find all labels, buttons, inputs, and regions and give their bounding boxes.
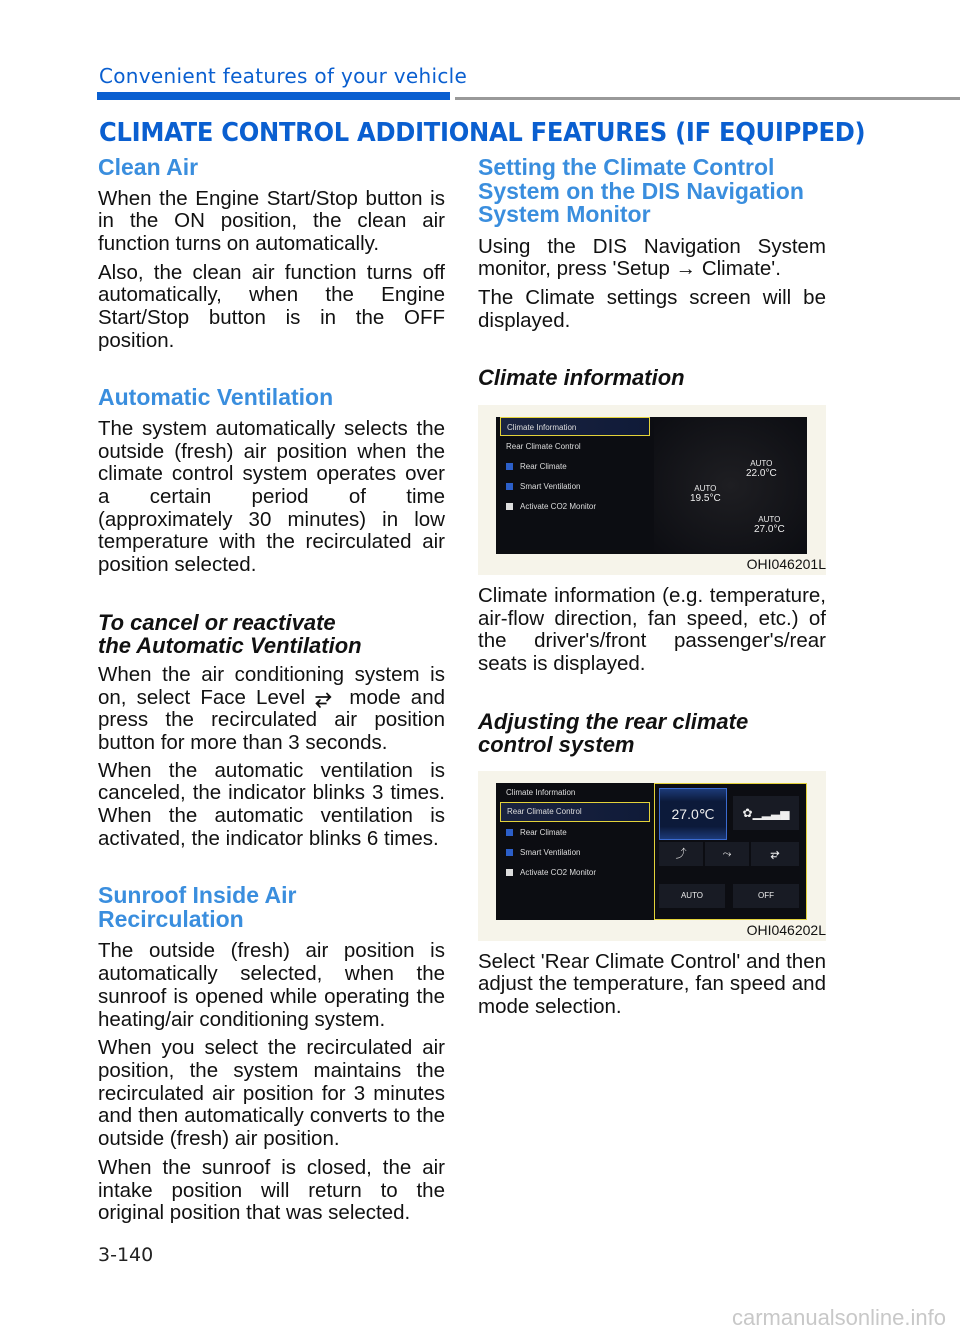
label: Rear Climate xyxy=(520,827,567,837)
mode: AUTO xyxy=(694,483,717,493)
checkbox-checked[interactable] xyxy=(506,849,513,856)
header-bar xyxy=(97,92,450,100)
zone-rear xyxy=(754,515,785,535)
figure-rear-climate xyxy=(478,771,826,941)
paragraph: Using the DIS Navigation System monitor, press 'Setup → Climate'. xyxy=(478,234,826,281)
page-number: 3-140 xyxy=(98,1244,154,1266)
climate-info-screen xyxy=(496,417,807,554)
face-level-icon: ⥂ xyxy=(315,685,332,709)
checkbox-unchecked[interactable] xyxy=(506,869,513,876)
figure-code: OHI046201L xyxy=(746,555,826,572)
fan-speed-control[interactable]: ✿▁▂▃▅ xyxy=(733,796,799,830)
mode: AUTO xyxy=(750,458,773,468)
heading-setting: Setting the Climate Control System on the DIS Navigation System Monitor xyxy=(478,154,804,227)
heading-auto-ventilation: Automatic Ventilation xyxy=(98,384,334,411)
menu-smart-ventilation[interactable] xyxy=(500,843,650,862)
figure-climate-info xyxy=(478,405,826,575)
text: mode and press the recirculated air position button for more than 3 seconds. xyxy=(98,685,445,754)
label: Activate CO2 Monitor xyxy=(520,501,597,511)
header-rule xyxy=(455,97,960,100)
off-button[interactable]: OFF xyxy=(733,884,799,908)
menu-rear-climate-control[interactable]: Rear Climate Control xyxy=(500,802,650,822)
heading-adjust-rear: Adjusting the rear climate control system xyxy=(478,708,749,758)
paragraph: Also, the clean air function turns off automatically, when the Engine Start/Stop button is in the OFF position. xyxy=(98,260,445,352)
paragraph: Select 'Rear Climate Control' and then adjust the temperature, fan speed and mode selection. xyxy=(478,949,826,1019)
right-column xyxy=(478,156,828,1019)
paragraph: Climate information (e.g. temperature, air-flow direction, fan speed, etc.) of the driver's/front passenger's/rear seats is displayed. xyxy=(478,583,826,675)
heading-sunroof: Sunroof Inside Air Recirculation xyxy=(98,882,297,932)
menu-climate-information[interactable]: Climate Information xyxy=(506,787,576,797)
rear-climate-screen xyxy=(496,783,807,920)
watermark: carmanualsonline.info xyxy=(731,1305,946,1330)
paragraph: When the automatic ventilation is canceled, the indicator blinks 3 times. When the automatic ventilation is activated, the indicator blinks 6 times. xyxy=(98,758,445,850)
temp: 19.5°C xyxy=(690,492,721,504)
temp: 22.0°C xyxy=(746,467,777,479)
heading-line: To cancel or reactivate xyxy=(98,609,336,635)
menu-rear-climate[interactable] xyxy=(500,457,650,476)
paragraph: The outside (fresh) air position is automatically selected, when the sunroof is opened while operating the heating/air conditioning system. xyxy=(98,939,445,1031)
page-title: CLIMATE CONTROL ADDITIONAL FEATURES (IF EQUIPPED) xyxy=(99,118,866,148)
heading-line: the Automatic Ventilation xyxy=(98,633,362,659)
temperature-control[interactable]: 27.0℃ xyxy=(659,788,727,840)
mode: AUTO xyxy=(758,514,781,524)
left-column xyxy=(98,156,445,1225)
heading-clean-air: Clean Air xyxy=(98,154,199,180)
paragraph: The Climate settings screen will be displayed. xyxy=(478,285,826,332)
menu-rear-climate[interactable] xyxy=(500,823,650,842)
menu-smart-ventilation[interactable] xyxy=(500,477,650,496)
mode-face-button[interactable]: ⥂ xyxy=(751,842,799,866)
label: Rear Climate xyxy=(520,461,567,471)
checkbox-unchecked[interactable] xyxy=(506,503,513,510)
mode-face-floor-button[interactable]: ⤳ xyxy=(705,842,749,866)
label: Smart Ventilation xyxy=(520,847,581,857)
control-panel xyxy=(654,783,807,920)
section-header: Convenient features of your vehicle xyxy=(99,64,468,88)
mode-floor-button[interactable]: ⤴ xyxy=(659,842,703,866)
temp: 27.0°C xyxy=(754,523,785,535)
figure-code: OHI046202L xyxy=(746,921,826,938)
checkbox-checked[interactable] xyxy=(506,463,513,470)
text: When the air conditioning system is on, select Face Level xyxy=(98,662,445,709)
zone-driver xyxy=(690,484,721,504)
menu-rear-climate-control[interactable]: Rear Climate Control xyxy=(506,441,581,451)
paragraph: When the sunroof is closed, the air intake position will return to the original position that was selected. xyxy=(98,1155,445,1225)
paragraph: When you select the recirculated air position, the system maintains the recirculated air position for 3 minutes and then automatically converts to the outside (fresh) air position. xyxy=(98,1036,445,1151)
menu-co2-monitor[interactable] xyxy=(500,497,650,516)
checkbox-checked[interactable] xyxy=(506,483,513,490)
menu-climate-information[interactable]: Climate Information xyxy=(500,417,650,436)
paragraph xyxy=(98,664,445,755)
label: Smart Ventilation xyxy=(520,481,581,491)
checkbox-checked[interactable] xyxy=(506,829,513,836)
zone-front-passenger xyxy=(746,459,777,479)
paragraph: When the Engine Start/Stop button is in the ON position, the clean air function turns on automatically. xyxy=(98,186,445,255)
paragraph: The system automatically selects the outside (fresh) air position when the climate control system operates over a certain period of time (approximately 30 minutes) in low temperature with the recirculated air position selected. xyxy=(98,416,445,577)
label: Activate CO2 Monitor xyxy=(520,867,597,877)
menu-co2-monitor[interactable] xyxy=(500,863,650,882)
heading-climate-info: Climate information xyxy=(478,365,685,391)
auto-button[interactable]: AUTO xyxy=(659,884,725,908)
heading-cancel-auto-vent xyxy=(98,611,445,658)
